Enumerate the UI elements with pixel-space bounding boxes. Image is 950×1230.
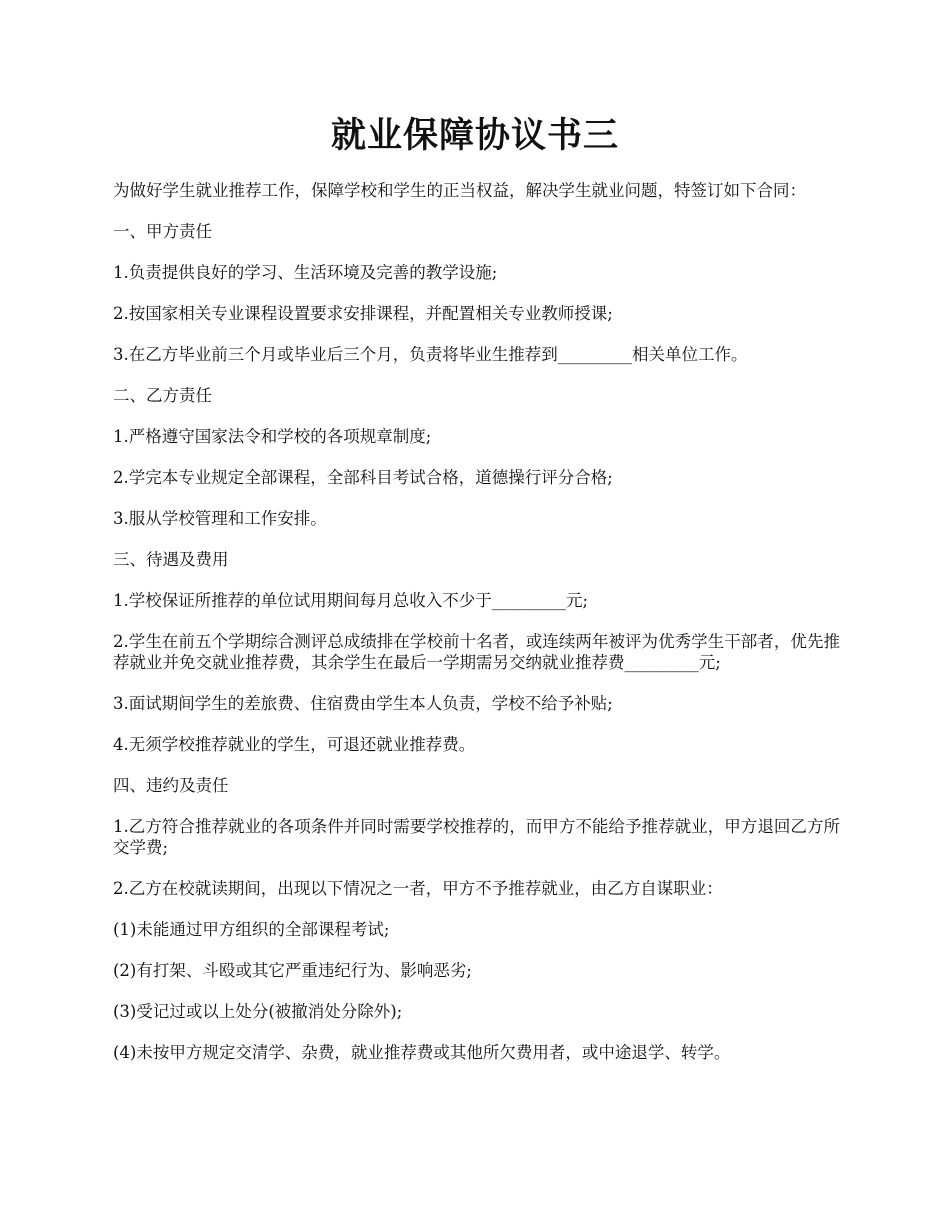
intro-paragraph: 为做好学生就业推荐工作，保障学校和学生的正当权益，解决学生就业问题，特签订如下合同： [113,181,806,200]
party-b-item-1: 1.严格遵守国家法令和学校的各项规章制度; [113,427,432,446]
party-a-item-1: 1.负责提供良好的学习、生活环境及完善的教学设施; [113,263,498,282]
breach-subitem-4: (4)未按甲方规定交清学、杂费，就业推荐费或其他所欠费用者，或中途退学、转学。 [113,1043,731,1062]
benefits-item-3: 3.面试期间学生的差旅费、住宿费由学生本人负责，学校不给予补贴; [113,694,613,713]
party-b-item-3: 3.服从学校管理和工作安排。 [113,509,327,528]
document-body [113,180,840,1083]
breach-subitem-1: (1)未能通过甲方组织的全部课程考试; [113,920,390,939]
document-title: 就业保障协议书三 [330,115,619,156]
party-a-item-2: 2.按国家相关专业课程设置要求安排课程，并配置相关专业教师授课; [113,304,613,323]
party-b-item-2: 2.学完本专业规定全部课程，全部科目考试合格，道德操行评分合格; [113,468,613,487]
section-heading-breach-liability: 四、违约及责任 [113,776,229,795]
breach-subitem-2: (2)有打架、斗殴或其它严重违纪行为、影响恶劣; [113,961,472,980]
breach-item-1: 1.乙方符合推荐就业的各项条件并同时需要学校推荐的，而甲方不能给予推荐就业，甲方退回乙方所交学费; [113,817,840,857]
breach-subitem-3: (3)受记过或以上处分(被撤消处分除外); [113,1002,403,1021]
breach-item-2: 2.乙方在校就读期间，出现以下情况之一者，甲方不予推荐就业，由乙方自谋职业： [113,879,723,898]
section-heading-benefits-fees: 三、待遇及费用 [113,550,229,569]
benefits-item-1: 1.学校保证所推荐的单位试用期间每月总收入不少于_________元; [113,591,589,610]
benefits-item-2: 2.学生在前五个学期综合测评总成绩排在学校前十名者，或连续两年被评为优秀学生干部者，优先推荐就业并免交就业推荐费，其余学生在最后一学期需另交纳就业推荐费_________元; [113,632,840,672]
party-a-item-3: 3.在乙方毕业前三个月或毕业后三个月，负责将毕业生推荐到_________相关单位工作。 [113,345,748,364]
section-heading-party-a: 一、甲方责任 [113,222,212,241]
benefits-item-4: 4.无须学校推荐就业的学生，可退还就业推荐费。 [113,735,476,754]
section-heading-party-b: 二、乙方责任 [113,386,212,405]
